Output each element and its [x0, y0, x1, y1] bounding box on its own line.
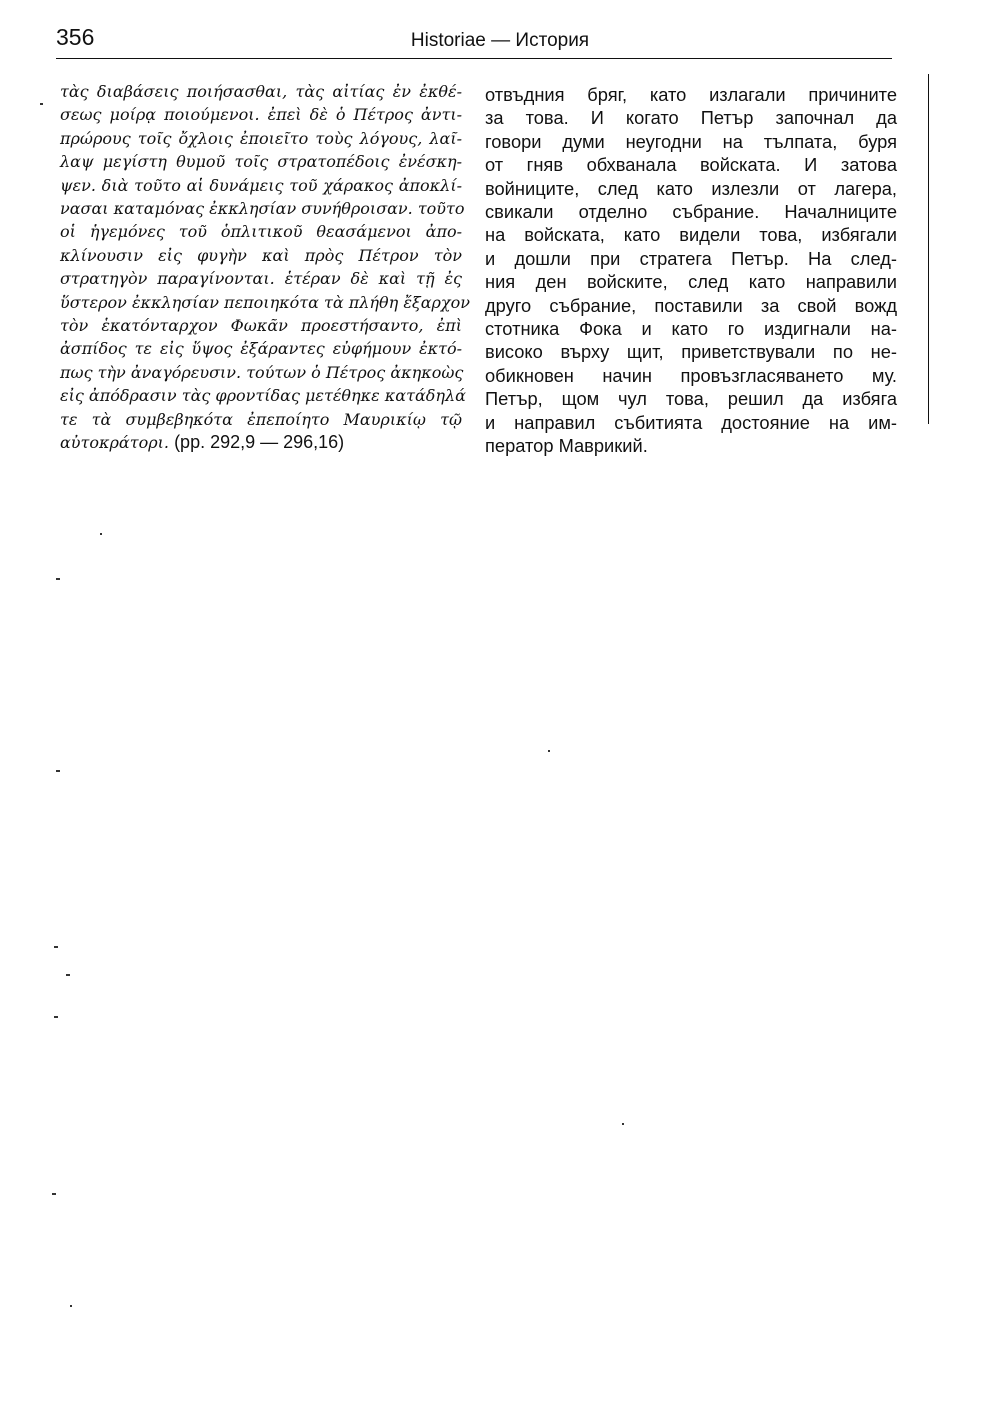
- greek-line: λαψ μεγίστη θυμοῦ τοῖς στρατοπέδοις ἐνέσκη-: [60, 152, 462, 172]
- scan-speck: [40, 103, 43, 105]
- greek-line: τε τὰ συμβεβηκότα ἐπεποίητο Μαυρικίῳ τῷ: [60, 409, 462, 429]
- running-head: Historiae — История: [410, 30, 590, 51]
- margin-rule: [928, 74, 929, 424]
- greek-line: στρατηγὸν παραγίνονται. ἑτέραν δὲ καὶ τῇ ἐς: [60, 269, 462, 289]
- greek-last-line: [60, 431, 462, 454]
- scan-speck: [66, 974, 70, 976]
- bulgarian-line: свикали отделно събрание. Началниците: [485, 201, 897, 223]
- greek-line: ψεν. διὰ τοῦτο αἱ δυνάμεις τοῦ χάρακος ἀποκλί-: [60, 175, 462, 195]
- scan-speck: [54, 1016, 58, 1018]
- bulgarian-line: ния ден войските, след като направили: [485, 271, 897, 293]
- bulgarian-line: войниците, след като излезли от лагера,: [485, 177, 897, 199]
- greek-line: πως τὴν ἀναγόρευσιν. τούτων ὁ Πέτρος ἀκηκοὼς: [60, 362, 464, 382]
- bulgarian-line: за това. И когато Петър започнал да: [485, 107, 897, 129]
- greek-line: κλίνουσιν εἰς φυγὴν καὶ πρὸς Πέτρον τὸν: [60, 245, 462, 265]
- scan-speck: [54, 946, 58, 948]
- bulgarian-line: и дошли при стратега Петър. На след-: [485, 247, 897, 269]
- greek-text-column: [60, 80, 470, 455]
- header-rule: [56, 58, 892, 59]
- scan-speck: [70, 1305, 72, 1307]
- greek-line: ὕστερον ἐκκλησίαν πεποιηκότα τὰ πλήθη ἔξαρχον: [60, 292, 470, 312]
- greek-line: τὰς διαβάσεις ποιήσασθαι, τὰς αἰτίας ἐν ἐκθέ-: [60, 82, 462, 101]
- greek-line: οἱ ἡγεμόνες τοῦ ὁπλιτικοῦ θεασάμενοι ἀπο-: [60, 222, 462, 242]
- scan-speck: [56, 578, 60, 580]
- greek-line: σεως μοίρᾳ ποιούμενοι. ἐπεὶ δὲ ὁ Πέτρος ἀντι-: [60, 105, 462, 125]
- greek-line: νασαι καταμόνας ἐκκλησίαν συνήθροισαν. τοῦτο: [60, 199, 465, 219]
- scan-speck: [52, 1193, 56, 1195]
- greek-line: τὸν ἑκατόνταρχον Φωκᾶν προεστήσαντο, ἐπὶ: [60, 316, 462, 336]
- bulgarian-line: говори думи неугодни на тълпата, буря: [485, 130, 897, 152]
- bulgarian-line: от гняв обхванала войската. И затова: [485, 154, 897, 176]
- bulgarian-line: ператор Маврикий.: [485, 435, 648, 457]
- page-number: 356: [56, 24, 95, 50]
- bulgarian-line: и направил събитията достояние на им-: [485, 411, 897, 433]
- greek-line: ἀσπίδος τε εἰς ὕψος ἐξάραντες εὐφήμουν ἐκτό-: [60, 339, 462, 359]
- bulgarian-line: на войската, като видели това, избягали: [485, 224, 897, 246]
- bulgarian-line: стотника Фока и като го издигнали на-: [485, 318, 897, 340]
- bulgarian-line: високо върху щит, приветствували по не-: [485, 341, 897, 363]
- greek-line: εἰς ἀπόδρασιν τὰς φροντίδας μετέθηκε κατάδηλά: [60, 386, 466, 406]
- bulgarian-line: отвъдния бряг, като излагали причините: [485, 84, 897, 105]
- bulgarian-line: Петър, щом чул това, решил да избяга: [485, 388, 897, 410]
- greek-last-words: αὐτοκράτορι.: [60, 433, 169, 453]
- bulgarian-text-column: [485, 83, 897, 458]
- bulgarian-line: обикновен начин провъзгласяването му.: [485, 364, 897, 386]
- scan-speck: [622, 1123, 624, 1125]
- bulgarian-line: друго събрание, поставили за свой вожд: [485, 294, 897, 316]
- scan-speck: [548, 750, 550, 752]
- scan-speck: [100, 533, 102, 535]
- source-citation: (pp. 292,9 — 296,16): [174, 432, 345, 453]
- greek-line: πρώρους τοῖς ὄχλοις ἐποιεῖτο τοὺς λόγους, λαῖ-: [60, 128, 462, 148]
- scan-speck: [56, 770, 60, 772]
